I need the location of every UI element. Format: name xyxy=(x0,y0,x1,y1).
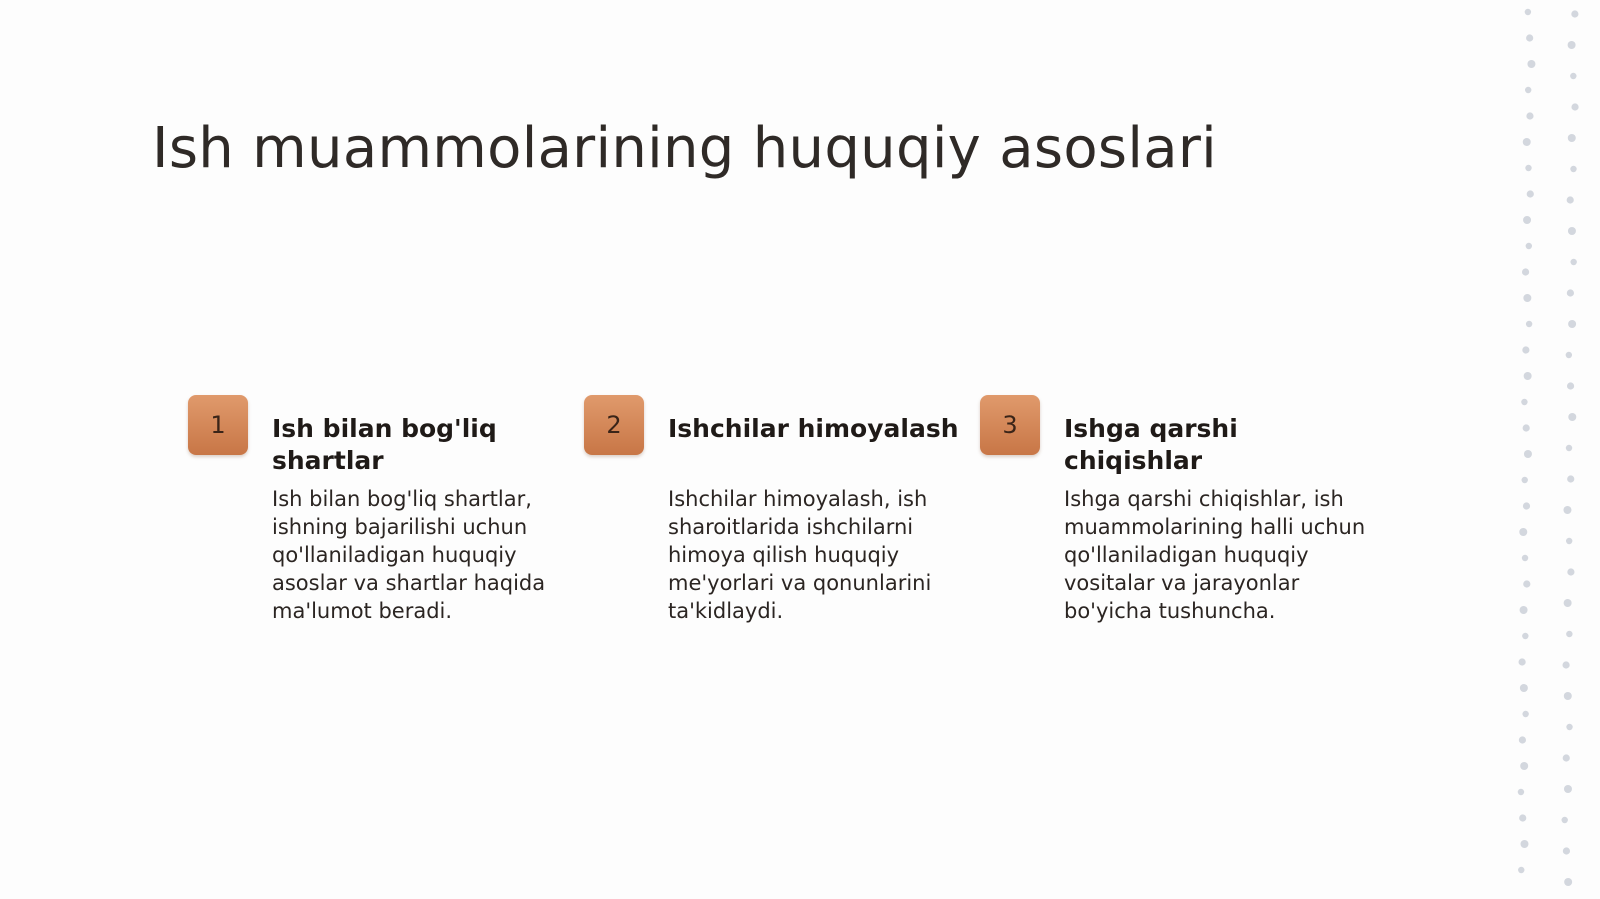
decor-dot xyxy=(1526,112,1533,119)
decor-dot xyxy=(1566,538,1572,544)
decor-dot xyxy=(1570,259,1576,265)
step-number-badge: 2 xyxy=(584,395,644,455)
decor-dot xyxy=(1523,424,1530,431)
decor-dot xyxy=(1520,840,1528,848)
step-heading: Ishga qarshi chiqishlar xyxy=(1064,414,1238,475)
decor-dot xyxy=(1566,445,1572,451)
decor-dot xyxy=(1518,867,1524,873)
step-number-badge: 3 xyxy=(980,395,1040,455)
decor-dot xyxy=(1525,87,1531,93)
decor-dot xyxy=(1522,633,1528,639)
decor-dot xyxy=(1519,658,1526,665)
step-description: Ishga qarshi chiqishlar, ish muammolarining halli uchun qo'llaniladigan huquqiy vositalar va jarayonlar bo'yicha tushuncha. xyxy=(1064,487,1366,623)
decor-dot xyxy=(1570,166,1576,172)
dotted-column-pattern xyxy=(1460,0,1600,899)
decor-dot xyxy=(1571,103,1578,110)
decor-dot xyxy=(1522,477,1528,483)
step-card-2 xyxy=(584,395,974,635)
step-heading: Ish bilan bog'liq shartlar xyxy=(272,414,497,475)
decor-dot xyxy=(1519,814,1526,821)
decor-dot xyxy=(1568,413,1576,421)
decor-dot xyxy=(1520,606,1528,614)
decor-dot xyxy=(1520,762,1528,770)
decor-dot xyxy=(1522,555,1528,561)
decor-dot xyxy=(1527,190,1534,197)
slide-title: Ish muammolarining huquqiy asoslari xyxy=(152,116,1218,181)
decor-dot xyxy=(1520,684,1528,692)
decor-dot xyxy=(1568,320,1576,328)
step-heading: Ishchilar himoyalash xyxy=(668,414,959,443)
decor-dot xyxy=(1568,41,1576,49)
decor-dot xyxy=(1570,73,1576,79)
decor-dot xyxy=(1567,475,1574,482)
decor-dot xyxy=(1523,294,1531,302)
decor-dot xyxy=(1524,450,1532,458)
decor-dot xyxy=(1571,10,1578,17)
decor-dot xyxy=(1564,692,1572,700)
decor-dot xyxy=(1527,60,1535,68)
decor-dot xyxy=(1523,580,1530,587)
decor-dot xyxy=(1563,506,1571,514)
decor-dot xyxy=(1521,399,1527,405)
decor-dot xyxy=(1522,268,1529,275)
decor-dot xyxy=(1523,502,1530,509)
decor-dot xyxy=(1562,817,1568,823)
decor-dot xyxy=(1564,785,1572,793)
step-card-1 xyxy=(188,395,578,635)
decor-dot xyxy=(1567,382,1574,389)
decor-dot xyxy=(1563,754,1570,761)
decor-dot xyxy=(1567,568,1574,575)
decor-dot xyxy=(1523,138,1531,146)
decor-dot xyxy=(1567,289,1574,296)
decor-dot xyxy=(1568,134,1576,142)
step-description: Ish bilan bog'liq shartlar, ishning bajarilishi uchun qo'llaniladigan huquqiy asoslar va shartlar haqida ma'lumot beradi. xyxy=(272,487,546,623)
decor-dot xyxy=(1525,9,1531,15)
decor-dot xyxy=(1566,724,1572,730)
decor-dot xyxy=(1519,528,1527,536)
step-card-3 xyxy=(980,395,1370,635)
decor-dot xyxy=(1563,847,1570,854)
decor-dot xyxy=(1519,736,1526,743)
decor-dot xyxy=(1523,216,1531,224)
decor-dot xyxy=(1564,599,1572,607)
decor-dot xyxy=(1564,878,1572,886)
decor-dot xyxy=(1567,196,1574,203)
decor-dot xyxy=(1568,227,1576,235)
decor-dot xyxy=(1524,372,1532,380)
decor-dot xyxy=(1522,346,1529,353)
decor-dot xyxy=(1526,243,1532,249)
decor-dot xyxy=(1566,631,1572,637)
decor-dot xyxy=(1518,789,1524,795)
decor-dot xyxy=(1526,34,1533,41)
step-description: Ishchilar himoyalash, ish sharoitlarida ishchilarni himoya qilish huquqiy me'yorlari va qonunlarini ta'kidlaydi. xyxy=(668,487,932,623)
decor-dot xyxy=(1525,165,1531,171)
decor-dot xyxy=(1522,711,1528,717)
step-number-badge: 1 xyxy=(188,395,248,455)
decor-dot xyxy=(1566,352,1572,358)
decor-dot xyxy=(1526,321,1532,327)
decor-dot xyxy=(1562,661,1569,668)
